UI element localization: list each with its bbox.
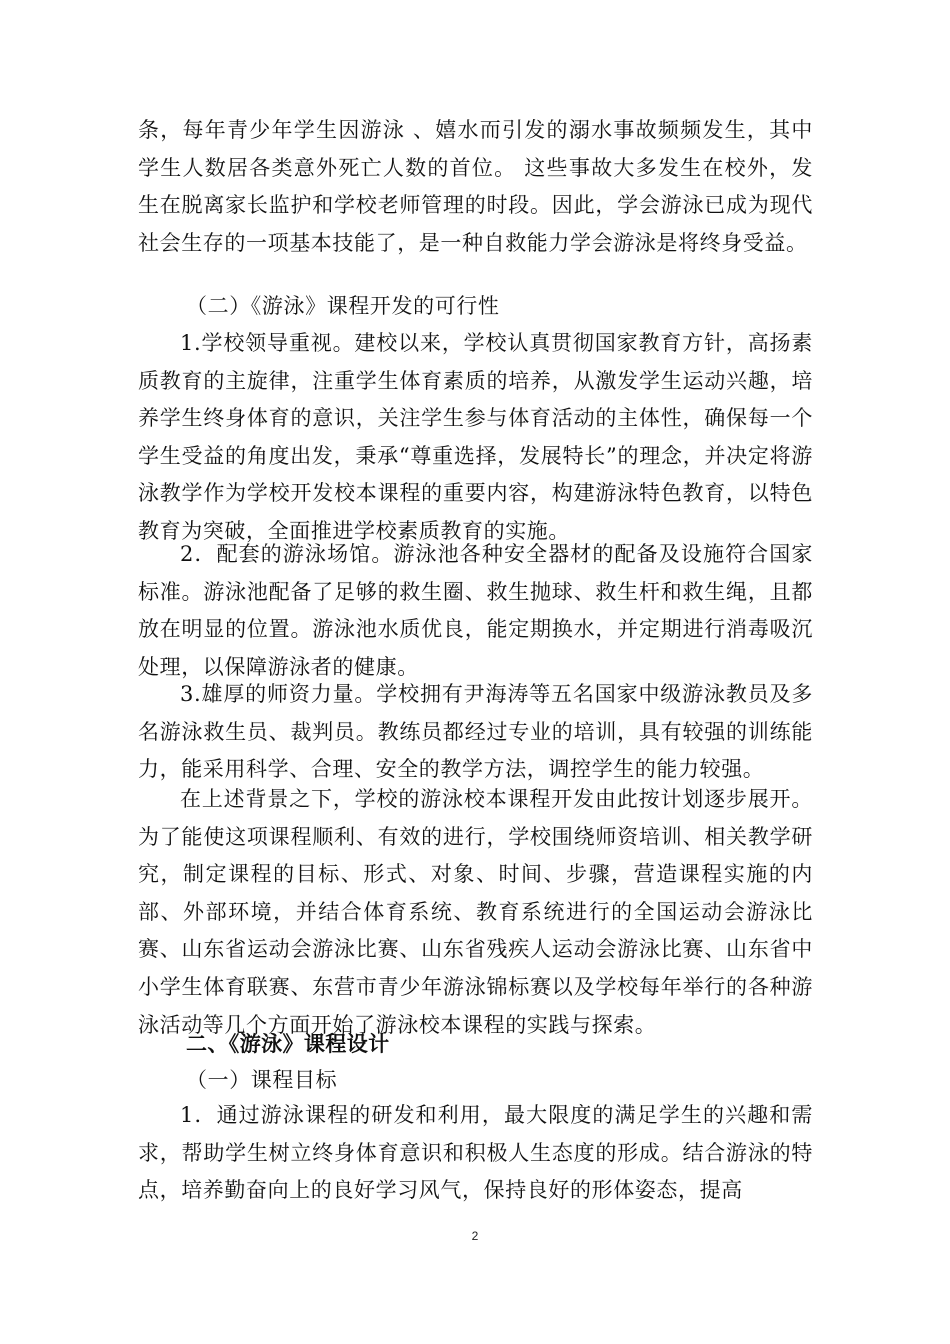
section-heading-course-design: 二、《游泳》课程设计 <box>186 1032 390 1056</box>
paragraph-course-development: 在上述背景之下，学校的游泳校本课程开发由此按计划逐步展开。为了能使这项课程顺利、有效的进行，学校围绕师资培训、相关教学研究，制定课程的目标、形式、对象、时间、步骤，营造课程实施的内部、外部环境，并结合体育系统、教育系统进行的全国运动会游泳比赛、山东省运动会游泳比赛、山东省残疾人运动会游泳比赛、山东省中小学生体育联赛、东营市青少年游泳锦标赛以及学校每年举行的各种游泳活动等几个方面开始了游泳校本课程的实践与探索。 <box>138 787 813 1037</box>
paragraph-leadership-support: 1.学校领导重视。建校以来，学校认真贯彻国家教育方针，高扬素质教育的主旋律，注重学生体育素质的培养，从激发学生运动兴趣，培养学生终身体育的意识，关注学生参与体育活动的主体性，确保每一个学生受益的角度出发，秉承“尊重选择，发展特长”的理念，并决定将游泳教学作为学校开发校本课程的重要内容，构建游泳特色教育，以特色教育为突破，全面推进学校素质教育的实施。 <box>138 331 813 543</box>
section-heading-course-goals: （一）课程目标 <box>186 1068 338 1092</box>
paragraph-goal-one: 1．通过游泳课程的研发和利用，最大限度的满足学生的兴趣和需求，帮助学生树立终身体育意识和积极人生态度的形成。结合游泳的特点，培养勤奋向上的良好学习风气，保持良好的形体姿态，提高 <box>138 1103 813 1203</box>
paragraph-swimming-facilities: 2．配套的游泳场馆。游泳池各种安全器材的配备及设施符合国家标准。游泳池配备了足够的救生圈、救生抛球、救生杆和救生绳，且都放在明显的位置。游泳池水质优良，能定期换水，并定期进行消毒吸沉处理，以保障游泳者的健康。 <box>138 542 813 679</box>
page-number: 2 <box>471 1229 479 1243</box>
paragraph-teaching-staff: 3.雄厚的师资力量。学校拥有尹海涛等五名国家中级游泳教员及多名游泳救生员、裁判员。教练员都经过专业的培训，具有较强的训练能力，能采用科学、合理、安全的教学方法，调控学生的能力较强。 <box>138 682 813 782</box>
section-heading-feasibility: （二）《游泳》课程开发的可行性 <box>186 294 500 318</box>
paragraph-drowning-background: 条，每年青少年学生因游泳 、嬉水而引发的溺水事故频频发生，其中学生人数居各类意外死亡人数的首位。 这些事故大多发生在校外，发生在脱离家长监护和学校老师管理的时段。因此，学会游泳已成为现代社会生存的一项基本技能了，是一种自救能力学会游泳是将终身受益。 <box>138 118 813 255</box>
